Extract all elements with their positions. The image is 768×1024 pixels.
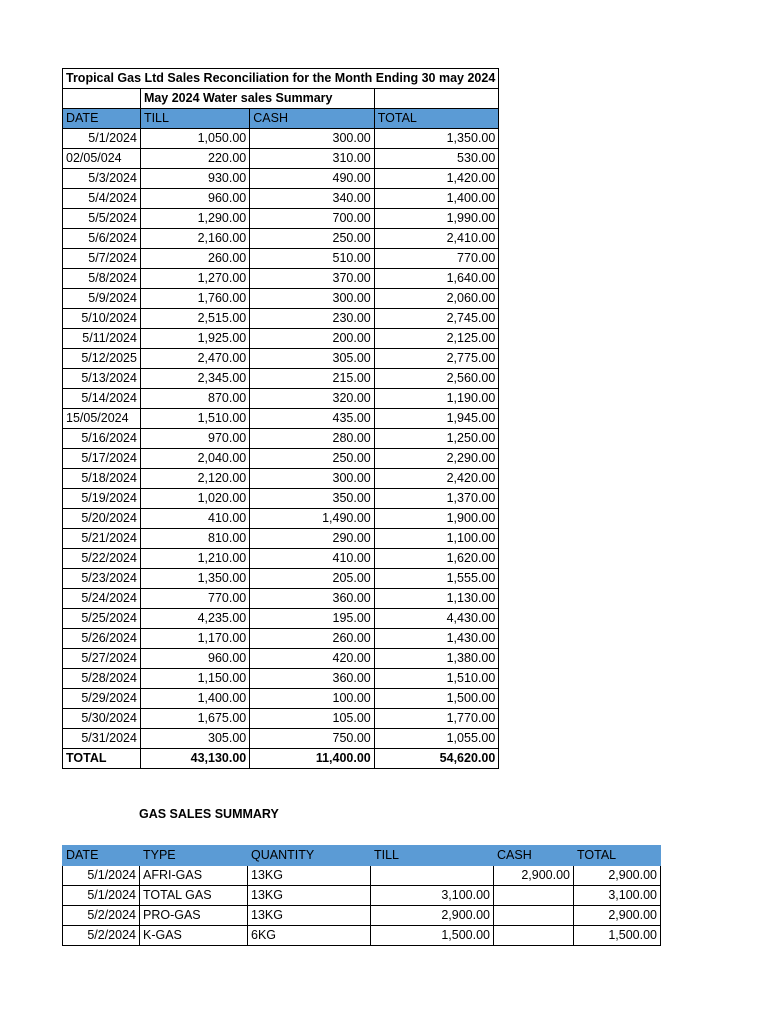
cell-date[interactable]: 5/26/2024 — [63, 629, 141, 649]
cell-date[interactable]: 5/28/2024 — [63, 669, 141, 689]
cell-till[interactable]: 1,170.00 — [140, 629, 249, 649]
gas-column-header-till[interactable]: TILL — [371, 846, 494, 866]
total-till[interactable]: 43,130.00 — [140, 749, 249, 769]
table-row — [63, 509, 499, 529]
cell-total[interactable]: 1,945.00 — [374, 409, 499, 429]
gas-cell-total[interactable]: 1,500.00 — [574, 926, 661, 946]
cell-till[interactable]: 1,270.00 — [140, 269, 249, 289]
gas-cell-cash[interactable]: 2,900.00 — [494, 866, 574, 886]
gas-cell-total[interactable]: 2,900.00 — [574, 906, 661, 926]
cell-till[interactable]: 1,020.00 — [140, 489, 249, 509]
cell-date[interactable]: 5/9/2024 — [63, 289, 141, 309]
cell-till[interactable]: 2,515.00 — [140, 309, 249, 329]
table-row — [63, 609, 499, 629]
cell-total[interactable]: 1,555.00 — [374, 569, 499, 589]
cell-cash[interactable]: 435.00 — [250, 409, 375, 429]
cell-cash[interactable]: 280.00 — [250, 429, 375, 449]
cell-total[interactable]: 1,055.00 — [374, 729, 499, 749]
cell-till[interactable]: 1,675.00 — [140, 709, 249, 729]
cell-total[interactable]: 2,775.00 — [374, 349, 499, 369]
gas-cell-date[interactable]: 5/1/2024 — [63, 886, 140, 906]
cell-till[interactable]: 1,510.00 — [140, 409, 249, 429]
cell-total[interactable]: 2,410.00 — [374, 229, 499, 249]
table-row — [63, 469, 499, 489]
gas-column-header-total[interactable]: TOTAL — [574, 846, 661, 866]
cell-total[interactable]: 1,900.00 — [374, 509, 499, 529]
table-row — [63, 409, 499, 429]
table-row — [63, 229, 499, 249]
table-row — [63, 629, 499, 649]
cell-date[interactable]: 5/10/2024 — [63, 309, 141, 329]
cell-date[interactable]: 15/05/2024 — [63, 409, 141, 429]
cell-till[interactable]: 1,760.00 — [140, 289, 249, 309]
table-row — [63, 549, 499, 569]
cell-cash[interactable]: 370.00 — [250, 269, 375, 289]
cell-till[interactable]: 960.00 — [140, 189, 249, 209]
report-title-cell[interactable]: Tropical Gas Ltd Sales Reconciliation for the Month Ending 30 may 2024 — [63, 69, 499, 89]
cell-till[interactable]: 1,290.00 — [140, 209, 249, 229]
cell-cash[interactable]: 510.00 — [250, 249, 375, 269]
cell-date[interactable]: 5/4/2024 — [63, 189, 141, 209]
table-row — [63, 529, 499, 549]
water-sales-table — [62, 68, 499, 769]
cell-cash[interactable]: 230.00 — [250, 309, 375, 329]
cell-total[interactable]: 1,620.00 — [374, 549, 499, 569]
table-row — [63, 709, 499, 729]
cell-total[interactable]: 2,560.00 — [374, 369, 499, 389]
cell-cash[interactable]: 100.00 — [250, 689, 375, 709]
cell-till[interactable]: 870.00 — [140, 389, 249, 409]
cell-cash[interactable]: 1,490.00 — [250, 509, 375, 529]
table-row — [63, 149, 499, 169]
cell-date[interactable]: 5/12/2025 — [63, 349, 141, 369]
gas-cell-cash[interactable] — [494, 886, 574, 906]
cell-total[interactable]: 1,380.00 — [374, 649, 499, 669]
gas-column-header-cash[interactable]: CASH — [494, 846, 574, 866]
table-row — [63, 669, 499, 689]
cell-cash[interactable]: 300.00 — [250, 469, 375, 489]
cell-cash[interactable]: 250.00 — [250, 229, 375, 249]
cell-date[interactable]: 5/29/2024 — [63, 689, 141, 709]
gas-cell-quantity[interactable]: 13KG — [248, 866, 371, 886]
cell-total[interactable]: 770.00 — [374, 249, 499, 269]
gas-table-row — [63, 866, 661, 886]
cell-till[interactable]: 260.00 — [140, 249, 249, 269]
cell-cash[interactable]: 700.00 — [250, 209, 375, 229]
gas-sales-title: GAS SALES SUMMARY — [139, 807, 279, 821]
cell-cash[interactable]: 205.00 — [250, 569, 375, 589]
cell-total[interactable]: 1,420.00 — [374, 169, 499, 189]
cell-total[interactable]: 2,060.00 — [374, 289, 499, 309]
cell-total[interactable]: 1,770.00 — [374, 709, 499, 729]
cell-total[interactable]: 1,990.00 — [374, 209, 499, 229]
cell-date[interactable]: 5/19/2024 — [63, 489, 141, 509]
gas-cell-type[interactable]: PRO-GAS — [140, 906, 248, 926]
cell-till[interactable]: 930.00 — [140, 169, 249, 189]
cell-total[interactable]: 1,250.00 — [374, 429, 499, 449]
cell-cash[interactable]: 360.00 — [250, 669, 375, 689]
cell-till[interactable]: 2,120.00 — [140, 469, 249, 489]
cell-total[interactable]: 2,290.00 — [374, 449, 499, 469]
table-row — [63, 289, 499, 309]
gas-cell-date[interactable]: 5/1/2024 — [63, 866, 140, 886]
table-row — [63, 429, 499, 449]
table-row — [63, 589, 499, 609]
cell-date[interactable]: 5/24/2024 — [63, 589, 141, 609]
cell-till[interactable]: 410.00 — [140, 509, 249, 529]
gas-header-row — [63, 846, 661, 866]
cell-date[interactable]: 5/30/2024 — [63, 709, 141, 729]
table-row — [63, 249, 499, 269]
gas-cell-cash[interactable] — [494, 906, 574, 926]
cell-date[interactable]: 5/22/2024 — [63, 549, 141, 569]
table-row — [63, 169, 499, 189]
cell-till[interactable]: 2,040.00 — [140, 449, 249, 469]
table-row — [63, 689, 499, 709]
total-row — [63, 749, 499, 769]
cell-total[interactable]: 1,190.00 — [374, 389, 499, 409]
cell-till[interactable]: 305.00 — [140, 729, 249, 749]
table-row — [63, 649, 499, 669]
cell-cash[interactable]: 250.00 — [250, 449, 375, 469]
table-row — [63, 269, 499, 289]
cell-date[interactable]: 5/18/2024 — [63, 469, 141, 489]
table-row — [63, 189, 499, 209]
cell-date[interactable]: 5/3/2024 — [63, 169, 141, 189]
cell-total[interactable]: 1,640.00 — [374, 269, 499, 289]
table-row — [63, 729, 499, 749]
cell-cash[interactable]: 200.00 — [250, 329, 375, 349]
cell-till[interactable]: 1,350.00 — [140, 569, 249, 589]
cell-cash[interactable]: 340.00 — [250, 189, 375, 209]
cell-cash[interactable]: 195.00 — [250, 609, 375, 629]
table-row — [63, 369, 499, 389]
cell-cash[interactable]: 350.00 — [250, 489, 375, 509]
cell-till[interactable]: 2,470.00 — [140, 349, 249, 369]
cell-date[interactable]: 5/13/2024 — [63, 369, 141, 389]
total-cash[interactable]: 11,400.00 — [250, 749, 375, 769]
table-row — [63, 449, 499, 469]
cell-cash[interactable]: 750.00 — [250, 729, 375, 749]
gas-table-row — [63, 906, 661, 926]
cell-total[interactable]: 2,745.00 — [374, 309, 499, 329]
cell-till[interactable]: 1,925.00 — [140, 329, 249, 349]
cell-till[interactable]: 770.00 — [140, 589, 249, 609]
table-row — [63, 349, 499, 369]
cell-date[interactable]: 5/21/2024 — [63, 529, 141, 549]
cell-total[interactable]: 1,370.00 — [374, 489, 499, 509]
table-row — [63, 489, 499, 509]
cell-cash[interactable]: 310.00 — [250, 149, 375, 169]
table-row — [63, 329, 499, 349]
cell-till[interactable]: 1,210.00 — [140, 549, 249, 569]
gas-cell-type[interactable]: AFRI-GAS — [140, 866, 248, 886]
gas-cell-till[interactable] — [371, 866, 494, 886]
subtitle-row — [63, 89, 499, 109]
cell-total[interactable]: 1,100.00 — [374, 529, 499, 549]
cell-till[interactable]: 810.00 — [140, 529, 249, 549]
gas-cell-till[interactable]: 3,100.00 — [371, 886, 494, 906]
cell-till[interactable]: 1,400.00 — [140, 689, 249, 709]
cell-till[interactable]: 4,235.00 — [140, 609, 249, 629]
gas-sales-table — [62, 845, 661, 946]
cell-date[interactable]: 5/31/2024 — [63, 729, 141, 749]
cell-cash[interactable]: 300.00 — [250, 289, 375, 309]
cell-till[interactable]: 960.00 — [140, 649, 249, 669]
cell-total[interactable]: 1,400.00 — [374, 189, 499, 209]
gas-cell-date[interactable]: 5/2/2024 — [63, 926, 140, 946]
cell-date[interactable]: 5/8/2024 — [63, 269, 141, 289]
table-row — [63, 209, 499, 229]
title-row — [63, 69, 499, 89]
cell-cash[interactable]: 305.00 — [250, 349, 375, 369]
cell-total[interactable]: 1,500.00 — [374, 689, 499, 709]
column-header-total[interactable]: TOTAL — [374, 109, 499, 129]
cell-date[interactable]: 5/16/2024 — [63, 429, 141, 449]
cell-cash[interactable]: 420.00 — [250, 649, 375, 669]
cell-total[interactable]: 2,420.00 — [374, 469, 499, 489]
cell-date[interactable]: 5/25/2024 — [63, 609, 141, 629]
gas-column-header-quantity[interactable]: QUANTITY — [248, 846, 371, 866]
cell-date[interactable]: 5/5/2024 — [63, 209, 141, 229]
table-row — [63, 569, 499, 589]
cell-cash[interactable]: 215.00 — [250, 369, 375, 389]
cell-cash[interactable]: 320.00 — [250, 389, 375, 409]
total-label[interactable]: TOTAL — [63, 749, 141, 769]
gas-cell-date[interactable]: 5/2/2024 — [63, 906, 140, 926]
gas-column-header-type[interactable]: TYPE — [140, 846, 248, 866]
total-total[interactable]: 54,620.00 — [374, 749, 499, 769]
table-row — [63, 309, 499, 329]
gas-cell-quantity[interactable]: 13KG — [248, 886, 371, 906]
cell-cash[interactable]: 410.00 — [250, 549, 375, 569]
cell-till[interactable]: 970.00 — [140, 429, 249, 449]
gas-cell-total[interactable]: 3,100.00 — [574, 886, 661, 906]
blank-cell[interactable] — [374, 89, 499, 109]
table-row — [63, 129, 499, 149]
cell-cash[interactable]: 105.00 — [250, 709, 375, 729]
gas-cell-quantity[interactable]: 6KG — [248, 926, 371, 946]
cell-cash[interactable]: 260.00 — [250, 629, 375, 649]
cell-till[interactable]: 2,345.00 — [140, 369, 249, 389]
gas-cell-total[interactable]: 2,900.00 — [574, 866, 661, 886]
gas-cell-quantity[interactable]: 13KG — [248, 906, 371, 926]
gas-table-row — [63, 886, 661, 906]
cell-total[interactable]: 4,430.00 — [374, 609, 499, 629]
cell-date[interactable]: 02/05/024 — [63, 149, 141, 169]
cell-total[interactable]: 2,125.00 — [374, 329, 499, 349]
column-header-date[interactable]: DATE — [63, 109, 141, 129]
blank-cell[interactable] — [63, 89, 141, 109]
cell-total[interactable]: 1,510.00 — [374, 669, 499, 689]
cell-cash[interactable]: 300.00 — [250, 129, 375, 149]
cell-date[interactable]: 5/20/2024 — [63, 509, 141, 529]
gas-cell-cash[interactable] — [494, 926, 574, 946]
cell-date[interactable]: 5/6/2024 — [63, 229, 141, 249]
gas-table-row — [63, 926, 661, 946]
cell-total[interactable]: 530.00 — [374, 149, 499, 169]
cell-total[interactable]: 1,130.00 — [374, 589, 499, 609]
cell-date[interactable]: 5/14/2024 — [63, 389, 141, 409]
gas-column-header-date[interactable]: DATE — [63, 846, 140, 866]
cell-till[interactable]: 1,150.00 — [140, 669, 249, 689]
column-header-till[interactable]: TILL — [140, 109, 249, 129]
cell-date[interactable]: 5/1/2024 — [63, 129, 141, 149]
cell-cash[interactable]: 360.00 — [250, 589, 375, 609]
column-header-cash[interactable]: CASH — [250, 109, 375, 129]
cell-date[interactable]: 5/11/2024 — [63, 329, 141, 349]
water-summary-subtitle-cell[interactable]: May 2024 Water sales Summary — [140, 89, 374, 109]
cell-till[interactable]: 1,050.00 — [140, 129, 249, 149]
cell-date[interactable]: 5/27/2024 — [63, 649, 141, 669]
cell-cash[interactable]: 490.00 — [250, 169, 375, 189]
table-row — [63, 389, 499, 409]
cell-date[interactable]: 5/23/2024 — [63, 569, 141, 589]
cell-total[interactable]: 1,350.00 — [374, 129, 499, 149]
gas-cell-till[interactable]: 2,900.00 — [371, 906, 494, 926]
cell-total[interactable]: 1,430.00 — [374, 629, 499, 649]
cell-date[interactable]: 5/7/2024 — [63, 249, 141, 269]
gas-cell-type[interactable]: K-GAS — [140, 926, 248, 946]
gas-cell-type[interactable]: TOTAL GAS — [140, 886, 248, 906]
gas-cell-till[interactable]: 1,500.00 — [371, 926, 494, 946]
cell-cash[interactable]: 290.00 — [250, 529, 375, 549]
cell-date[interactable]: 5/17/2024 — [63, 449, 141, 469]
cell-till[interactable]: 220.00 — [140, 149, 249, 169]
cell-till[interactable]: 2,160.00 — [140, 229, 249, 249]
header-row — [63, 109, 499, 129]
